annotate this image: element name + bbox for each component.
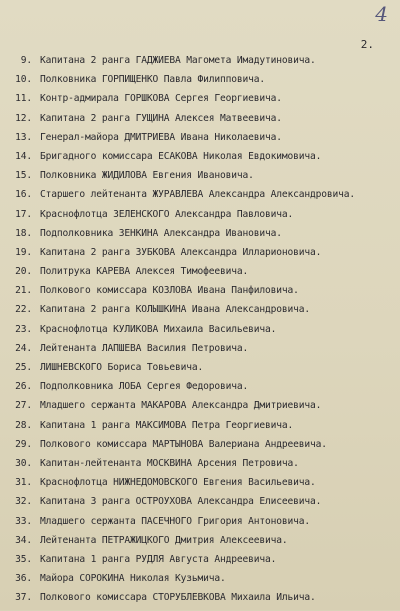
- entry-number: 17.: [15, 208, 32, 220]
- list-item: [10, 477, 394, 496]
- list-item: [10, 343, 394, 362]
- list-item: [10, 496, 394, 515]
- entry-number: 15.: [15, 170, 32, 182]
- list-item: [10, 228, 394, 247]
- entry-number: 18.: [15, 227, 32, 239]
- entry-text: Капитана 1 ранга РУДЛЯ Августа Андреевича.: [40, 553, 277, 565]
- entry-text: Генерал-майора ДМИТРИЕВА Ивана Николаевича.: [40, 131, 282, 143]
- entry-text: Капитана 2 ранга ЗУБКОВА Александра Илларионовича.: [40, 246, 322, 258]
- entry-text: Контр-адмирала ГОРШКОВА Сергея Георгиевича.: [40, 93, 282, 105]
- entry-number: 36.: [15, 573, 32, 585]
- entry-number: 35.: [15, 553, 32, 565]
- list-item: [10, 554, 394, 573]
- list-item: [10, 285, 394, 304]
- list-item: [10, 535, 394, 554]
- list-item: [10, 304, 394, 323]
- entry-text: Подполковника ЛОБА Сергея Федоровича.: [40, 381, 249, 393]
- entry-text: Капитана 3 ранга ОСТРОУХОВА Александра Елисеевича.: [40, 496, 322, 508]
- entry-text: Подполковника ЗЕНКИНА Александра Ивановича.: [40, 227, 282, 239]
- entry-number: 20.: [15, 266, 32, 278]
- entry-number: 28.: [15, 419, 32, 431]
- entry-text: Капитана 2 ранга ГАДЖИЕВА Магомета Имадутиновича.: [40, 55, 316, 66]
- entry-text: Младшего сержанта МАКАРОВА Александра Дмитриевича.: [40, 400, 322, 412]
- page-number: 2.: [360, 38, 374, 51]
- list-item: [10, 381, 394, 400]
- entry-number: 21.: [15, 285, 32, 297]
- entry-text: Политрука КАРЕВА Алексея Тимофеевича.: [40, 266, 249, 278]
- entry-number: 19.: [15, 246, 32, 258]
- entry-number: 30.: [15, 457, 32, 469]
- list-item: [10, 266, 394, 285]
- list-item: [10, 400, 394, 419]
- entry-text: Бригадного комиссара ЕСАКОВА Николая Евдокимовича.: [40, 150, 322, 162]
- entry-number: 37.: [15, 592, 32, 604]
- entry-text: Лейтенанта ПЕТРАЖИЦКОГО Дмитрия Алексеевича.: [40, 534, 288, 546]
- list-item: [10, 113, 394, 132]
- list-item: [10, 516, 394, 535]
- list-item: [10, 573, 394, 592]
- handwritten-sheet-number: 4: [375, 2, 388, 26]
- list-item: [10, 93, 394, 112]
- entry-number: 16.: [15, 189, 32, 201]
- entry-text: Полковника ГОРПИЩЕНКО Павла Филипповича.: [40, 74, 266, 86]
- list-item: [10, 362, 394, 381]
- entry-number: 23.: [15, 323, 32, 335]
- entry-number: 10.: [15, 74, 32, 86]
- award-list: [10, 55, 394, 611]
- entry-number: 27.: [15, 400, 32, 412]
- entry-number: 34.: [15, 534, 32, 546]
- entry-number: 25.: [15, 362, 32, 373]
- list-item: [10, 209, 394, 228]
- list-item: [10, 592, 394, 611]
- entry-number: 33.: [15, 515, 32, 527]
- entry-text: ЛИШНЕВСКОГО Бориса Товьевича.: [40, 362, 204, 373]
- entry-number: 24.: [15, 342, 32, 354]
- list-item: [10, 439, 394, 458]
- entry-text: Краснофлотца ЗЕЛЕНСКОГО Александра Павловича.: [40, 208, 294, 220]
- entry-number: 31.: [15, 477, 32, 489]
- entry-number: 11.: [15, 93, 32, 105]
- list-item: [10, 247, 394, 266]
- list-item: [10, 151, 394, 170]
- list-item: [10, 458, 394, 477]
- entry-text: Младшего сержанта ПАСЕЧНОГО Григория Антоновича.: [40, 515, 311, 527]
- entry-text: Капитана 2 ранга КОЛЫШКИНА Ивана Александровича.: [40, 304, 311, 316]
- list-item: [10, 74, 394, 93]
- list-item: [10, 189, 394, 208]
- entry-text: Полкового комиссара КОЗЛОВА Ивана Панфиловича.: [40, 285, 299, 297]
- entry-text: Полкового комиссара СТОРУБЛЕВКОВА Михаила Ильича.: [40, 592, 316, 604]
- entry-text: Майора СОРОКИНА Николая Кузьмича.: [40, 573, 226, 585]
- entry-number: 29.: [15, 438, 32, 450]
- entry-text: Капитан-лейтенанта МОСКВИНА Арсения Петровича.: [40, 457, 299, 469]
- entry-text: Лейтенанта ЛАПШЕВА Василия Петровича.: [40, 342, 249, 354]
- entry-number: 9.: [20, 55, 32, 66]
- entry-text: Полкового комиссара МАРТЫНОВА Валериана Андреевича.: [40, 438, 327, 450]
- list-item: [10, 55, 394, 74]
- entry-text: Полковника ЖИДИЛОВА Евгения Ивановича.: [40, 170, 254, 182]
- entry-number: 22.: [15, 304, 32, 316]
- list-item: [10, 324, 394, 343]
- entry-text: Краснофлотца НИЖНЕДОМОВСКОГО Евгения Васильевича.: [40, 477, 316, 489]
- entry-text: Капитана 2 ранга ГУЩИНА Алексея Матвеевича.: [40, 112, 282, 124]
- entry-text: Старшего лейтенанта ЖУРАВЛЕВА Александра Александровича.: [40, 189, 356, 201]
- entry-number: 14.: [15, 150, 32, 162]
- entry-number: 32.: [15, 496, 32, 508]
- list-item: [10, 420, 394, 439]
- entry-number: 12.: [15, 112, 32, 124]
- entry-number: 13.: [15, 131, 32, 143]
- list-item: [10, 170, 394, 189]
- list-item: [10, 132, 394, 151]
- entry-text: Краснофлотца КУЛИКОВА Михаила Васильевича.: [40, 323, 277, 335]
- entry-text: Капитана 1 ранга МАКСИМОВА Петра Георгиевича.: [40, 419, 294, 431]
- entry-number: 26.: [15, 381, 32, 393]
